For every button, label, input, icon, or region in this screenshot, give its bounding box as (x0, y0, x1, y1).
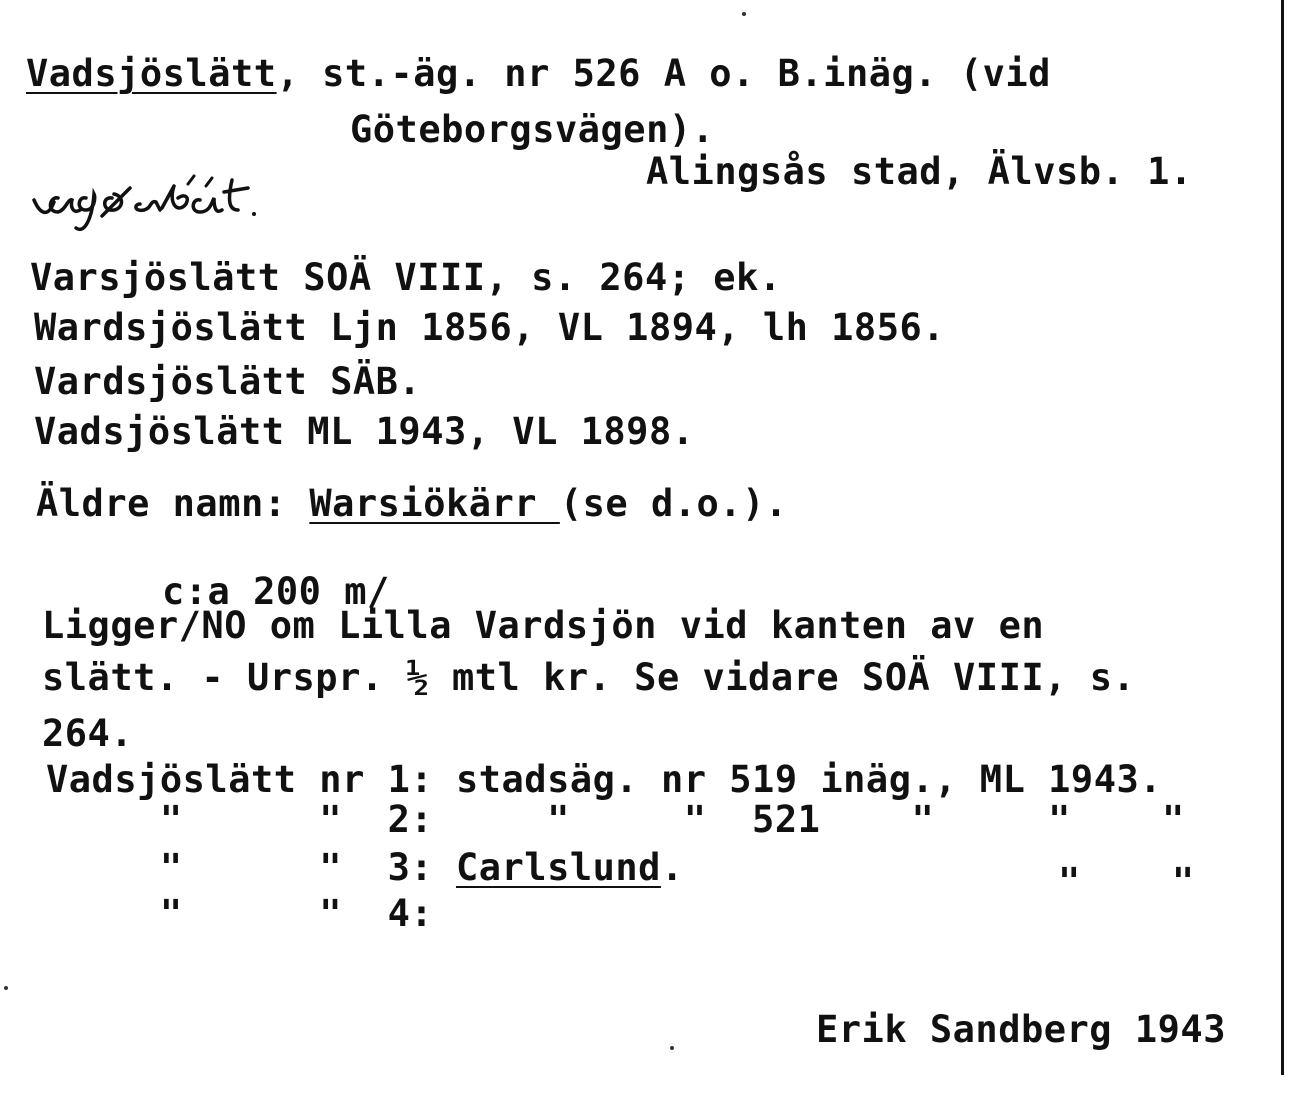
headword: Vadsjöslätt (26, 52, 277, 95)
dust-speck (670, 1046, 674, 1050)
subdivision-line-4: " " 4: (46, 892, 434, 935)
form-line-3: Vardsjöslätt SÄB. (34, 360, 422, 403)
older-name: Warsiökärr (309, 482, 560, 525)
subdivision-3-ditto-marks: " " (1058, 860, 1195, 903)
insertion-note: c:a 200 m/ (162, 570, 390, 613)
subdivision-3-period: . (660, 846, 684, 889)
form-line-2: Wardsjöslätt Ljn 1856, VL 1894, lh 1856. (34, 306, 946, 349)
subdivision-line-1: Vadsjöslätt nr 1: stadsäg. nr 519 inäg., ML 1943. (46, 758, 1163, 801)
form-line-1: Varsjöslätt SOÄ VIII, s. 264; ek. (30, 256, 782, 299)
form-line-4: Vadsjöslätt ML 1943, VL 1898. (34, 410, 695, 453)
subdivision-line-3 (46, 846, 684, 890)
subdivision-3-name: Carlslund (455, 846, 661, 889)
handwritten-pronunciation-signature (28, 158, 468, 238)
card-edge (1281, 0, 1284, 1075)
older-name-line (36, 482, 788, 526)
description-line-3: 264. (42, 712, 134, 755)
dust-speck (4, 986, 8, 990)
parish-line: Alingsås stad, Älvsb. 1. (646, 150, 1193, 193)
header-line-1 (26, 52, 1051, 96)
signature: Erik Sandberg 1943 (816, 1008, 1226, 1051)
description-line-1: Ligger/NO om Lilla Vardsjön vid kanten av en (42, 604, 1045, 647)
subdivision-3-prefix: " " 3: (46, 846, 456, 889)
subdivision-line-2: " " 2: " " 521 " " " (46, 798, 1185, 841)
header-line-2: Göteborgsvägen). (350, 108, 715, 151)
description-line-2: slätt. - Urspr. ½ mtl kr. Se vidare SOÄ VIII, s. (42, 656, 1136, 699)
dust-speck (742, 12, 746, 16)
header-rest: , st.-äg. nr 526 A o. B.inäg. (vid (276, 52, 1051, 95)
older-name-label: Äldre namn: (36, 482, 310, 525)
older-name-ref: (se d.o.). (559, 482, 788, 525)
